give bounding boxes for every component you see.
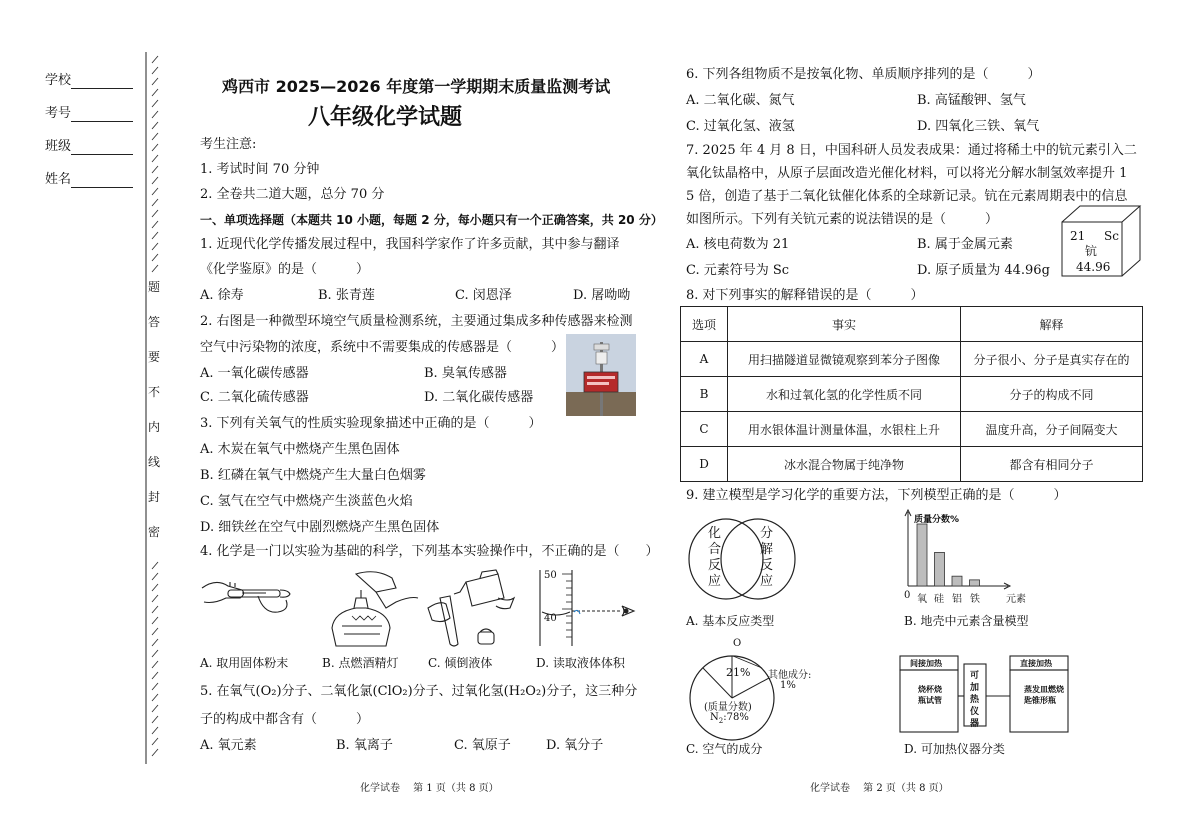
exam-no-field xyxy=(45,106,133,122)
air-monitor-photo xyxy=(566,334,636,416)
alcohol-lamp-illustration xyxy=(326,568,422,650)
element-mass: 44.96 xyxy=(1076,260,1111,274)
indirect-heat-label: 间接加热 xyxy=(910,659,942,668)
binding-slash xyxy=(152,617,158,624)
q3-option-c[interactable]: C. 氢气在空气中燃烧产生淡蓝色火焰 xyxy=(200,494,413,509)
pie-n2-pct: :78% xyxy=(723,712,749,723)
binding-slash xyxy=(152,144,158,151)
binding-slash xyxy=(152,705,158,712)
binding-slash xyxy=(152,100,158,107)
binding-char: 封 xyxy=(148,490,161,504)
exam-no-input-line[interactable] xyxy=(71,107,133,122)
binding-line xyxy=(140,52,170,764)
cylinder-tick-label: 40 xyxy=(544,613,557,624)
bar-chart-category: 硅 xyxy=(934,594,944,605)
exam-title: 鸡西市 2025—2026 年度第一学期期末质量监测考试 xyxy=(222,77,611,96)
binding-slash xyxy=(152,210,158,217)
element-name: 钪 xyxy=(1085,244,1098,258)
q5-option-d[interactable]: D. 氧分子 xyxy=(546,738,604,753)
pouring-liquid-illustration xyxy=(420,568,520,650)
bar-chart-category: 铁 xyxy=(970,594,980,605)
notice-heading: 考生注意: xyxy=(200,137,257,152)
q5-stem: 子的构成中都含有（ ） xyxy=(200,712,370,727)
binding-slash xyxy=(152,133,158,140)
heatable-label: 可加热仪器 xyxy=(970,671,980,729)
binding-slash xyxy=(152,727,158,734)
q5-stem: 5. 在氧气(O₂)分子、二氧化氯(ClO₂)分子、过氧化氢(H₂O₂)分子，这三种分 xyxy=(200,684,638,699)
notice-item: 2. 全卷共二道大题，总分 70 分 xyxy=(200,187,385,202)
bar-chart-ylabel: 质量分数% xyxy=(914,515,960,525)
option-b-caption[interactable]: B. 地壳中元素含量模型 xyxy=(904,614,1029,628)
direct-items: 蒸发皿燃烧匙锥形瓶 xyxy=(1024,685,1064,705)
binding-slash xyxy=(152,606,158,613)
header-option: 选项 xyxy=(681,307,728,342)
option-c-caption[interactable]: C. 空气的成分 xyxy=(686,742,763,756)
row-explanation: 温度升高，分子间隔变大 xyxy=(961,412,1143,447)
q3-option-d[interactable]: D. 细铁丝在空气中剧烈燃烧产生黑色固体 xyxy=(200,520,440,535)
name-input-line[interactable] xyxy=(71,173,133,188)
q1-option-c[interactable]: C. 闵恩泽 xyxy=(455,288,512,303)
binding-slash xyxy=(152,254,158,261)
binding-slash xyxy=(152,749,158,756)
q1-stem: 1. 近现代化学传播发展过程中，我国科学家作了许多贡献，其中参与翻译 xyxy=(200,237,620,252)
class-label: 班级 xyxy=(45,139,72,154)
q5-option-a[interactable]: A. 氧元素 xyxy=(200,738,257,753)
bar-铁 xyxy=(970,580,980,586)
q7-option-a[interactable]: A. 核电荷数为 21 xyxy=(686,237,790,252)
binding-slash xyxy=(152,177,158,184)
binding-slash xyxy=(152,56,158,63)
binding-slash xyxy=(152,738,158,745)
binding-slash xyxy=(152,573,158,580)
bar-硅 xyxy=(935,552,945,586)
q4-option-b[interactable]: B. 点燃酒精灯 xyxy=(322,656,399,670)
q2-option-b[interactable]: B. 臭氧传感器 xyxy=(424,366,507,381)
binding-char: 题 xyxy=(148,280,161,294)
binding-slash xyxy=(152,188,158,195)
q2-stem: 2. 右图是一种微型环境空气质量检测系统，主要通过集成多种传感器来检测 xyxy=(200,314,633,329)
pie-n2: $N_2:78\%$ xyxy=(710,712,749,725)
q1-option-a[interactable]: A. 徐寿 xyxy=(200,288,244,303)
table-row[interactable] xyxy=(681,342,1143,377)
venn-right-label: 分解反应 xyxy=(760,526,774,589)
school-label: 学校 xyxy=(45,73,72,88)
class-field xyxy=(45,139,133,155)
q7-option-d[interactable]: D. 原子质量为 44.96g xyxy=(917,263,1050,278)
option-d-caption[interactable]: D. 可加热仪器分类 xyxy=(904,742,1005,756)
row-option: C xyxy=(681,412,728,447)
class-input-line[interactable] xyxy=(71,140,133,155)
binding-slash xyxy=(152,639,158,646)
q3-option-b[interactable]: B. 红磷在氧气中燃烧产生大量白色烟雾 xyxy=(200,468,426,483)
q8-stem: 8. 对下列事实的解释错误的是（ ） xyxy=(686,288,924,303)
indirect-items: 烧杯烧瓶试管 xyxy=(918,685,942,705)
row-option: B xyxy=(681,377,728,412)
binding-slash xyxy=(152,243,158,250)
binding-slash xyxy=(152,628,158,635)
element-number: 21 xyxy=(1070,229,1086,243)
row-fact: 用扫描隧道显微镜观察到苯分子图像 xyxy=(728,342,961,377)
binding-slash xyxy=(152,265,158,272)
q7-option-b[interactable]: B. 属于金属元素 xyxy=(917,237,1013,252)
row-explanation: 分子的构成不同 xyxy=(961,377,1143,412)
q7-stem: 如图所示。下列有关钪元素的说法错误的是（ ） xyxy=(686,212,999,227)
q6-option-b[interactable]: B. 高锰酸钾、氢气 xyxy=(917,93,1026,108)
q6-option-a[interactable]: A. 二氧化碳、氮气 xyxy=(686,93,795,108)
row-fact: 水和过氧化氢的化学性质不同 xyxy=(728,377,961,412)
pie-mass-label: (质量分数) xyxy=(704,702,752,713)
name-field xyxy=(45,172,133,188)
notice-item: 1. 考试时间 70 分钟 xyxy=(200,162,320,177)
name-label: 姓名 xyxy=(45,172,72,187)
pie-o2-label: O xyxy=(733,638,742,649)
header-fact: 事实 xyxy=(728,307,961,342)
bar-chart-origin: 0 xyxy=(904,590,911,601)
venn-diagram xyxy=(686,516,798,602)
school-field xyxy=(45,73,133,89)
q6-stem: 6. 下列各组物质不是按氧化物、单质顺序排列的是（ ） xyxy=(686,67,1041,82)
q9-stem: 9. 建立模型是学习化学的重要方法，下列模型正确的是（ ） xyxy=(686,488,1067,503)
q7-stem: 氧化钛晶格中，从原子层面改造光催化材料，可以将光分解水制氢效率提升 1 xyxy=(686,166,1128,181)
binding-slash xyxy=(152,155,158,162)
footer-right: 化学试卷 第 2 页（共 8 页） xyxy=(810,783,949,794)
binding-slash xyxy=(152,694,158,701)
q7-stem: 7. 2025 年 4 月 8 日，中国科研人员发表成果：通过将稀土中的钪元素引入二 xyxy=(686,143,1137,158)
binding-char: 不 xyxy=(148,385,161,399)
q5-option-c[interactable]: C. 氧原子 xyxy=(454,738,511,753)
bar-氧 xyxy=(917,524,927,586)
exam-no-label: 考号 xyxy=(45,106,72,121)
binding-slash xyxy=(152,584,158,591)
row-option: D xyxy=(681,447,728,482)
binding-slash xyxy=(152,78,158,85)
q4-option-d[interactable]: D. 读取液体体积 xyxy=(536,656,625,670)
q1-option-b[interactable]: B. 张青莲 xyxy=(318,288,375,303)
footer-left: 化学试卷 第 1 页（共 8 页） xyxy=(360,783,499,794)
q1-stem: 《化学鉴原》的是（ ） xyxy=(200,262,370,277)
binding-slash xyxy=(152,89,158,96)
row-fact: 用水银体温计测量体温，水银柱上升 xyxy=(728,412,961,447)
pie-n2-label: N xyxy=(710,712,719,723)
binding-slash xyxy=(152,672,158,679)
binding-slash xyxy=(152,232,158,239)
section1-title: 一、单项选择题（本题共 10 小题，每题 2 分，每小题只有一个正确答案，共 20 分） xyxy=(200,213,663,227)
q7-option-c[interactable]: C. 元素符号为 Sc xyxy=(686,263,790,278)
q1-option-d[interactable]: D. 屠呦呦 xyxy=(573,288,631,303)
binding-char: 内 xyxy=(148,420,161,434)
binding-slash xyxy=(152,221,158,228)
binding-char: 密 xyxy=(148,525,161,539)
element-symbol: Sc xyxy=(1104,229,1119,243)
bar-chart-xlabel: 元素 xyxy=(1006,594,1026,605)
subject-title: 八年级化学试题 xyxy=(308,105,463,130)
option-a-caption[interactable]: A. 基本反应类型 xyxy=(686,614,775,628)
binding-char: 线 xyxy=(148,455,161,469)
row-fact: 冰水混合物属于纯净物 xyxy=(728,447,961,482)
q7-stem: 5 倍，创造了基于二氧化钛催化体系的全球新记录。钪在元素周期表中的信息 xyxy=(686,189,1128,204)
q6-option-d[interactable]: D. 四氧化三铁、氧气 xyxy=(917,119,1040,134)
binding-char: 答 xyxy=(148,315,161,329)
venn-left-label: 化合反应 xyxy=(708,526,722,589)
cylinder-tick-label: 50 xyxy=(544,570,557,581)
binding-slash xyxy=(152,650,158,657)
pie-o2-pct: 21% xyxy=(726,666,751,679)
bar-chart-category: 氧 xyxy=(917,594,927,605)
powder-sampling-illustration xyxy=(198,568,294,646)
binding-slash xyxy=(152,562,158,569)
bar-铝 xyxy=(952,576,962,586)
air-pie-chart xyxy=(684,650,814,742)
binding-slash xyxy=(152,67,158,74)
q4-option-a[interactable]: A. 取用固体粉末 xyxy=(200,656,289,670)
q6-option-c[interactable]: C. 过氧化氢、液氢 xyxy=(686,119,795,134)
binding-slash xyxy=(152,166,158,173)
binding-slash xyxy=(152,683,158,690)
row-explanation: 都含有相同分子 xyxy=(961,447,1143,482)
row-explanation: 分子很小、分子是真实存在的 xyxy=(961,342,1143,377)
binding-slash xyxy=(152,199,158,206)
facts-table xyxy=(680,306,1143,482)
pie-other-pct: 1% xyxy=(780,680,796,691)
table-row[interactable] xyxy=(681,447,1143,482)
q4-stem: 4. 化学是一门以实验为基础的科学，下列基本实验操作中，不正确的是（ ） xyxy=(200,544,659,559)
binding-slash xyxy=(152,595,158,602)
table-header-row xyxy=(681,307,1143,342)
q3-option-a[interactable]: A. 木炭在氧气中燃烧产生黑色固体 xyxy=(200,442,400,457)
binding-char: 要 xyxy=(148,350,161,364)
pie-other-label: 其他成分: xyxy=(768,670,812,681)
table-row[interactable] xyxy=(681,412,1143,447)
binding-slash xyxy=(152,716,158,723)
bar-chart-category: 铝 xyxy=(952,594,962,605)
q3-stem: 3. 下列有关氧气的性质实验现象描述中正确的是（ ） xyxy=(200,416,542,431)
table-row[interactable] xyxy=(681,377,1143,412)
q2-option-c[interactable]: C. 二氧化硫传感器 xyxy=(200,390,309,405)
row-option: A xyxy=(681,342,728,377)
q2-option-a[interactable]: A. 一氧化碳传感器 xyxy=(200,366,309,381)
binding-slash xyxy=(152,111,158,118)
q2-option-d[interactable]: D. 二氧化碳传感器 xyxy=(424,390,534,405)
q4-option-c[interactable]: C. 倾倒液体 xyxy=(428,656,493,670)
header-explanation: 解释 xyxy=(961,307,1143,342)
direct-heat-label: 直接加热 xyxy=(1020,659,1052,668)
binding-slash xyxy=(152,122,158,129)
binding-slash xyxy=(152,661,158,668)
q5-option-b[interactable]: B. 氧离子 xyxy=(336,738,393,753)
q2-stem: 空气中污染物的浓度，系统中不需要集成的传感器是（ ） xyxy=(200,340,565,355)
school-input-line[interactable] xyxy=(71,74,133,89)
